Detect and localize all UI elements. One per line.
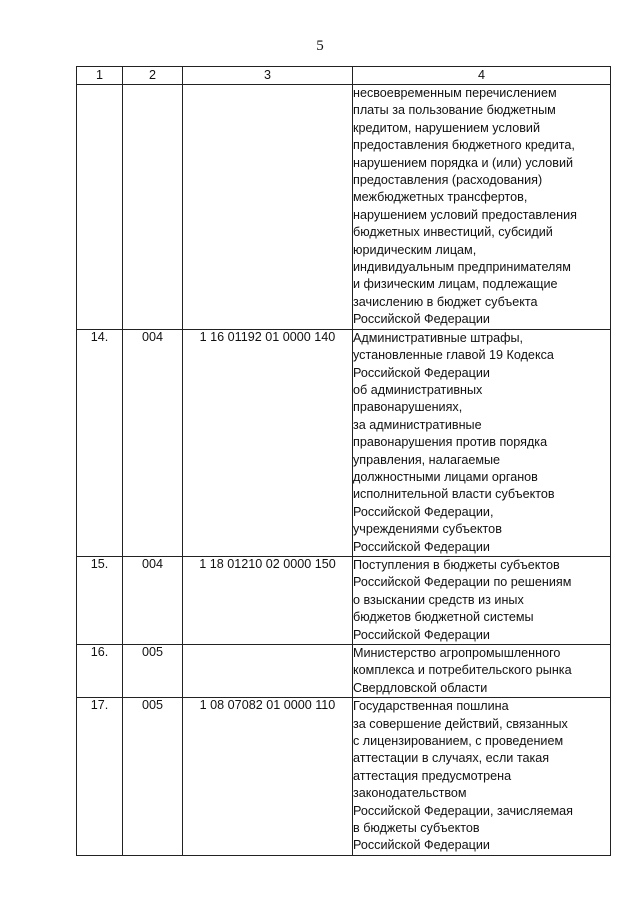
admin-code: 005 — [123, 698, 183, 856]
revenue-description — [353, 645, 611, 698]
description-line: об административных — [353, 382, 483, 397]
row-number — [77, 85, 123, 330]
description-line: аттестация предусмотрена — [353, 768, 512, 783]
row-number: 15. — [77, 556, 123, 644]
admin-code — [123, 85, 183, 330]
description-line: учреждениями субъектов — [353, 522, 502, 537]
description-line: Российской Федерации — [353, 627, 490, 642]
description-line: за административные — [353, 417, 482, 432]
row-number: 17. — [77, 698, 123, 856]
description-line: нарушением порядка и (или) условий — [353, 155, 574, 170]
description-line: Российской Федерации — [353, 365, 490, 380]
admin-code: 004 — [123, 556, 183, 644]
table-row — [77, 556, 611, 644]
table-row — [77, 85, 611, 330]
description-line: Российской Федерации — [353, 838, 490, 853]
budget-code — [183, 645, 353, 698]
budget-code: 1 08 07082 01 0000 110 — [183, 698, 353, 856]
description-line: исполнительной власти субъектов — [353, 487, 555, 502]
budget-code — [183, 85, 353, 330]
description-line: бюджетов бюджетной системы — [353, 610, 534, 625]
revenue-description — [353, 698, 611, 856]
description-line: Российской Федерации по решениям — [353, 575, 572, 590]
header-col-1: 1 — [77, 67, 123, 85]
description-line: о взыскании средств из иных — [353, 592, 524, 607]
description-line: предоставления (расходования) — [353, 173, 543, 188]
row-number: 16. — [77, 645, 123, 698]
description-line: Российской Федерации — [353, 312, 490, 327]
description-line: бюджетных инвестиций, субсидий — [353, 225, 553, 240]
header-row — [77, 67, 611, 85]
table-body — [77, 85, 611, 856]
admin-code: 005 — [123, 645, 183, 698]
row-number: 14. — [77, 329, 123, 556]
revenue-description — [353, 329, 611, 556]
page-number: 5 — [316, 38, 324, 54]
description-line: Административные штрафы, — [353, 330, 524, 345]
description-line: Российской Федерации — [353, 539, 490, 554]
revenue-description — [353, 85, 611, 330]
description-line: Государственная пошлина — [353, 699, 509, 714]
description-line: предоставления бюджетного кредита, — [353, 138, 575, 153]
table-row — [77, 645, 611, 698]
description-line: аттестации в случаях, если такая — [353, 751, 550, 766]
description-line: Российской Федерации, — [353, 504, 494, 519]
description-line: и физическим лицам, подлежащие — [353, 277, 558, 292]
header-col-3: 3 — [183, 67, 353, 85]
description-line: межбюджетных трансфертов, — [353, 190, 528, 205]
description-line: Министерство агропромышленного — [353, 646, 561, 660]
budget-codes-table — [76, 66, 611, 856]
budget-code: 1 18 01210 02 0000 150 — [183, 556, 353, 644]
description-line: за совершение действий, связанных — [353, 716, 568, 731]
header-col-2: 2 — [123, 67, 183, 85]
description-line: юридическим лицам, — [353, 242, 477, 257]
description-line: в бюджеты субъектов — [353, 821, 480, 836]
description-line: правонарушения против порядка — [353, 435, 548, 450]
description-line: нарушением условий предоставления — [353, 207, 577, 222]
admin-code: 004 — [123, 329, 183, 556]
description-line: с лицензированием, с проведением — [353, 734, 564, 749]
description-line: платы за пользование бюджетным — [353, 103, 556, 118]
description-line: кредитом, нарушением условий — [353, 120, 540, 135]
table-row — [77, 329, 611, 556]
description-line: законодательством — [353, 786, 467, 801]
description-line: управления, налагаемые — [353, 452, 501, 467]
description-line: Российской Федерации, зачисляемая — [353, 803, 573, 818]
description-line: должностными лицами органов — [353, 469, 538, 484]
description-line: несвоевременным перечислением — [353, 86, 557, 100]
description-line: Поступления в бюджеты субъектов — [353, 557, 560, 572]
description-line: Свердловской области — [353, 680, 488, 695]
description-line: установленные главой 19 Кодекса — [353, 348, 554, 363]
revenue-description — [353, 556, 611, 644]
description-line: индивидуальным предпринимателям — [353, 260, 571, 275]
description-line: комплекса и потребительского рынка — [353, 663, 572, 678]
description-line: зачислению в бюджет субъекта — [353, 294, 538, 309]
budget-code: 1 16 01192 01 0000 140 — [183, 329, 353, 556]
table-row — [77, 698, 611, 856]
header-col-4: 4 — [353, 67, 611, 85]
description-line: правонарушениях, — [353, 400, 463, 415]
